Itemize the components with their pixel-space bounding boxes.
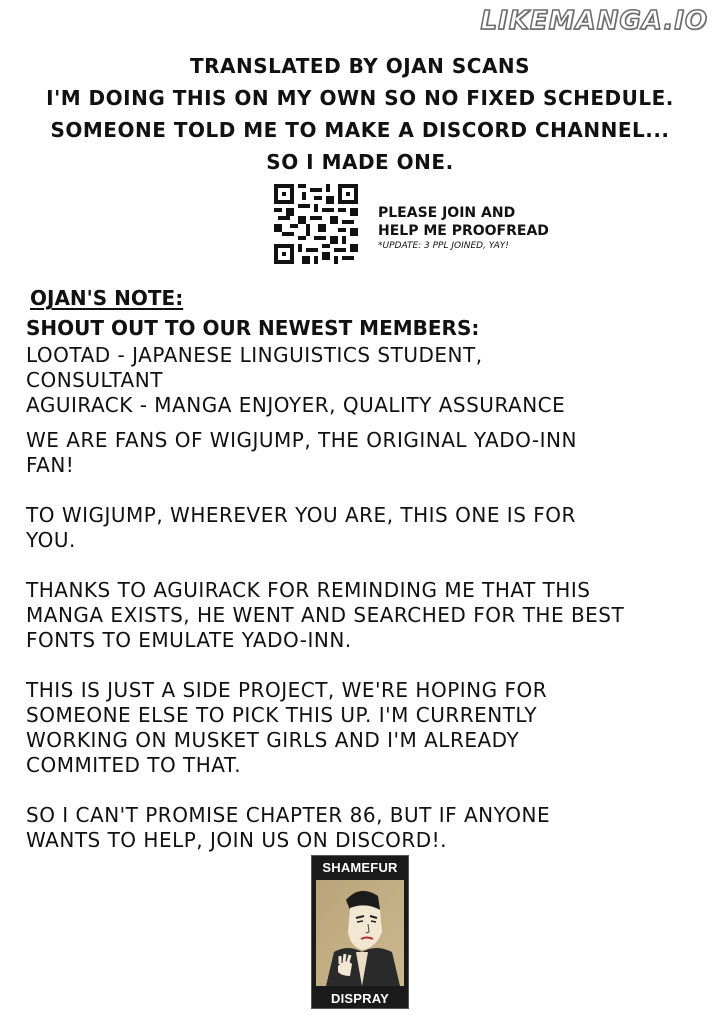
join-line: HELP ME PROOFREAD: [378, 223, 549, 239]
paragraph-line: WANTS TO HELP, JOIN US ON DISCORD!.: [26, 828, 447, 852]
meme-image: [311, 855, 409, 1009]
paragraph: [26, 678, 696, 778]
paragraph-line: WORKING ON MUSKET GIRLS AND I'M ALREADY: [26, 728, 520, 752]
paragraph-line: YOU.: [26, 528, 76, 552]
site-watermark: LIKEMANGA.IO: [480, 6, 708, 36]
paragraph-line: FONTS TO EMULATE YADO-INN.: [26, 628, 352, 652]
paragraph: [26, 428, 696, 478]
paragraph-line: WE ARE FANS OF WIGJUMP, THE ORIGINAL YADO-INN: [26, 428, 577, 452]
note-title: OJAN'S NOTE:: [30, 286, 184, 310]
join-line: PLEASE JOIN AND: [378, 205, 516, 221]
paragraph-line: MANGA EXISTS, HE WENT AND SEARCHED FOR THE BEST: [26, 603, 625, 627]
header-line: SO I MADE ONE.: [266, 150, 454, 174]
meme-caption-bottom: DISPRAY: [331, 991, 389, 1006]
paragraph-line: FAN!: [26, 453, 75, 477]
paragraph: [26, 803, 696, 853]
paragraph: [26, 503, 696, 553]
ukiyoe-portrait-icon: [316, 880, 404, 986]
paragraph-line: SO I CAN'T PROMISE CHAPTER 86, BUT IF ANYONE: [26, 803, 551, 827]
member-line: CONSULTANT: [26, 368, 163, 392]
discord-join-note: [378, 204, 578, 252]
paragraph-line: SOMEONE ELSE TO PICK THIS UP. I'M CURRENTLY: [26, 703, 538, 727]
member-list: [26, 343, 696, 418]
paragraph-line: THANKS TO AGUIRACK FOR REMINDING ME THAT THIS: [26, 578, 591, 602]
header-line: I'M DOING THIS ON MY OWN SO NO FIXED SCHEDULE.: [46, 86, 674, 110]
header-line: SOMEONE TOLD ME TO MAKE A DISCORD CHANNEL...: [50, 118, 670, 142]
qr-code-icon[interactable]: [274, 184, 358, 264]
shoutout-heading: SHOUT OUT TO OUR NEWEST MEMBERS:: [26, 316, 480, 340]
paragraph: [26, 578, 696, 653]
member-line: LOOTAD - JAPANESE LINGUISTICS STUDENT,: [26, 343, 483, 367]
credits-header: [0, 50, 720, 178]
meme-caption-top: SHAMEFUR: [322, 860, 398, 875]
paragraph-line: COMMITED TO THAT.: [26, 753, 242, 777]
paragraph-line: THIS IS JUST A SIDE PROJECT, WE'RE HOPING FOR: [26, 678, 548, 702]
update-note: *UPDATE: 3 PPL JOINED, YAY!: [378, 241, 509, 251]
paragraph-line: TO WIGJUMP, WHEREVER YOU ARE, THIS ONE IS FOR: [26, 503, 576, 527]
header-line: TRANSLATED BY OJAN SCANS: [189, 54, 531, 78]
member-line: AGUIRACK - MANGA ENJOYER, QUALITY ASSURANCE: [26, 393, 566, 417]
